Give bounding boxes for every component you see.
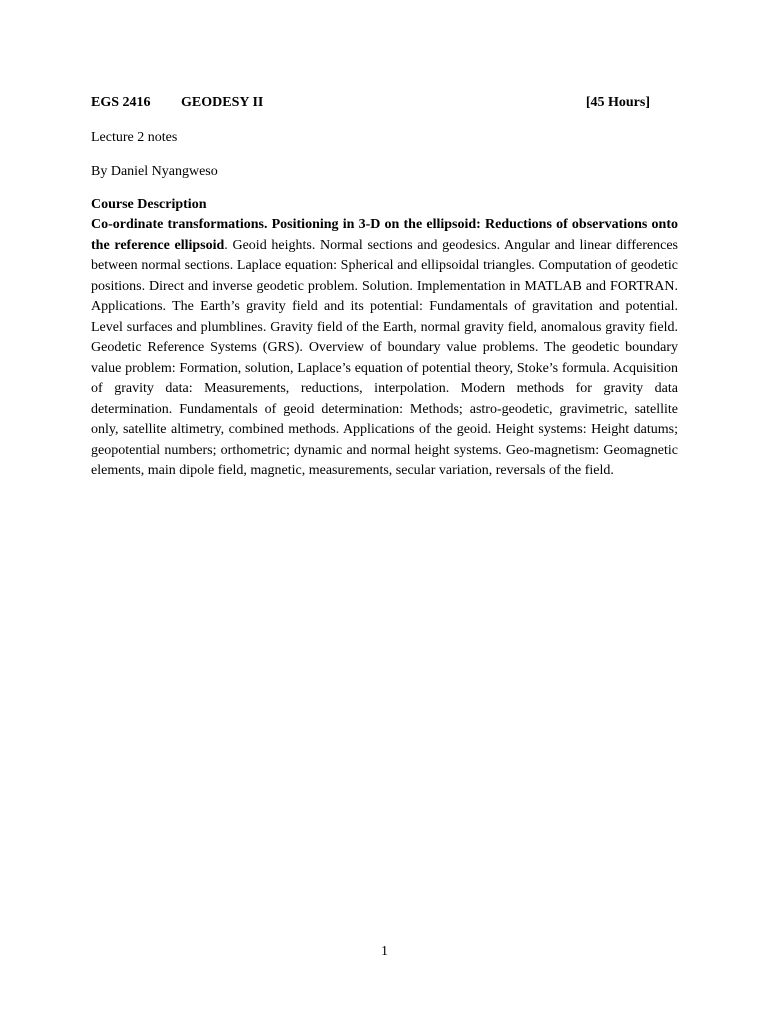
document-page — [91, 0, 678, 1024]
author-line: By Daniel Nyangweso — [91, 164, 218, 179]
course-description-intro: Co-ordinate transformations. Positioning in 3-D on the ellipsoid: Reductions of observations onto the reference ellipsoid — [91, 217, 678, 253]
course-description-body: . Geoid heights. Normal sections and geodesics. Angular and linear differences between normal sections. Laplace equation: Spherical and ellipsoidal triangles. Computation of geodetic positions. Direct and inverse geodetic problem. Solution. Implementation in MATLAB and FORTRAN. Applications. The Earth’s gravity field and its potential: Fundamentals of gravitation and potential. Level surfaces and plumblines. Gravity field of the Earth, normal gravity field, anomalous gravity field. Geodetic Reference Systems (GRS). Overview of boundary value problems. The geodetic boundary value problem: Formation, solution, Laplace’s equation of potential theory, Stoke’s formula. Acquisition of gravity data: Measurements, reductions, interpolation. Modern methods for gravity data determination. Fundamentals of geoid determination: Methods; astro-geodetic, gravimetric, satellite only, satellite altimetry, combined methods. Applications of the geoid. Height systems: Height datums; geopotential numbers; orthometric; dynamic and normal height systems. Geo-magnetism: Geomagnetic elements, main dipole field, magnetic, measurements, secular variation, reversals of the field. — [91, 237, 678, 478]
course-description-heading: Course Description — [91, 197, 207, 212]
course-header — [91, 93, 678, 113]
course-code: EGS 2416 — [91, 95, 151, 110]
page-number: 1 — [381, 944, 388, 959]
course-description-paragraph — [91, 215, 678, 482]
lecture-notes-label: Lecture 2 notes — [91, 130, 178, 145]
course-hours: [45 Hours] — [585, 95, 650, 110]
course-title: GEODESY II — [181, 95, 264, 110]
